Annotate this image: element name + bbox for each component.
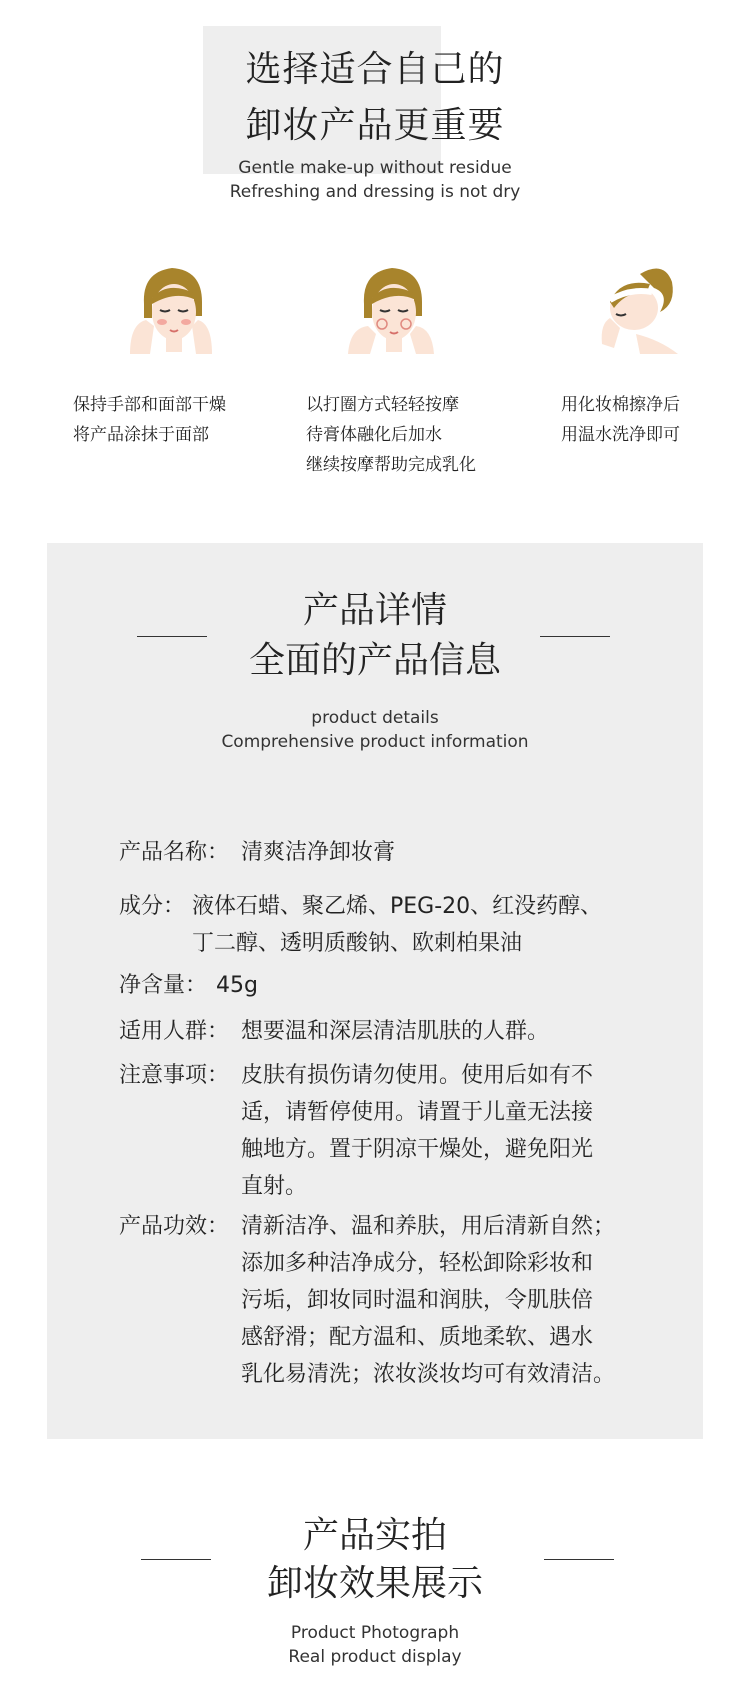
info-label-net: 净含量： (119, 973, 208, 998)
photo-title (0, 1512, 750, 1608)
step-text-line: 待膏体融化后加水 (306, 425, 442, 445)
info-value-line: 适，请暂停使用。请置于儿童无法接 (241, 1100, 594, 1125)
photo-subtitle-line: Real product display (288, 1647, 462, 1667)
info-value-line: 想要温和深层清洁肌肤的人群。 (241, 1019, 550, 1044)
info-value-line: 清新洁净、温和养肤，用后清新自然； (241, 1214, 616, 1239)
intro-title-line: 卸妆产品更重要 (245, 105, 505, 146)
step-3-text (561, 390, 680, 450)
intro-subtitle-line: Gentle make-up without residue (238, 158, 512, 178)
info-value-name (241, 834, 395, 871)
info-label-name: 产品名称： (119, 840, 230, 865)
step-text-line: 继续按摩帮助完成乳化 (306, 455, 476, 475)
step-text-line: 保持手部和面部干燥 (73, 395, 226, 415)
step-text-line: 以打圈方式轻轻按摩 (306, 395, 459, 415)
info-value-line: 触地方。置于阴凉干燥处，避免阳光 (241, 1137, 594, 1162)
info-value-efficacy (241, 1208, 615, 1393)
photo-subtitle-line: Product Photograph (290, 1623, 460, 1643)
intro-subtitle-line: Refreshing and dressing is not dry (229, 182, 521, 202)
info-value-line: 液体石蜡、聚乙烯、PEG-20、红没药醇、 (192, 894, 603, 919)
info-value-line: 乳化易清洗；浓妆淡妆均可有效清洁。 (241, 1362, 616, 1387)
photo-title-line: 产品实拍 (302, 1515, 447, 1556)
intro-subtitle (0, 156, 750, 204)
info-value-ingredients (192, 888, 602, 962)
info-label-ingredients: 成分： (119, 894, 186, 919)
face-apply-icon (116, 254, 226, 364)
step-text-line: 用化妆棉擦净后 (561, 395, 680, 415)
info-value-line: 直射。 (241, 1174, 308, 1199)
info-value-line: 感舒滑；配方温和、质地柔软、遇水 (241, 1325, 594, 1350)
details-subtitle (0, 706, 750, 754)
photo-title-line: 卸妆效果展示 (266, 1563, 483, 1604)
details-subtitle-line: product details (311, 708, 439, 728)
info-label-precautions: 注意事项： (119, 1063, 230, 1088)
info-value-users (241, 1013, 549, 1050)
photo-subtitle (0, 1621, 750, 1669)
details-title-line: 产品详情 (302, 590, 447, 631)
step-text-line: 用温水洗净即可 (561, 425, 680, 445)
info-value-line: 污垢，卸妆同时温和润肤，令肌肤倍 (241, 1288, 594, 1313)
info-value-line: 添加多种洁净成分，轻松卸除彩妆和 (241, 1251, 594, 1276)
face-rinse-icon (580, 254, 690, 364)
face-massage-icon (336, 254, 446, 364)
info-value-line: 45g (216, 973, 258, 998)
info-value-line: 皮肤有损伤请勿使用。使用后如有不 (241, 1063, 594, 1088)
step-text-line: 将产品涂抹于面部 (73, 425, 209, 445)
info-value-line: 清爽洁净卸妆膏 (241, 840, 396, 865)
step-1-text (73, 390, 226, 450)
info-label-efficacy: 产品功效： (119, 1214, 230, 1239)
intro-title (0, 42, 750, 154)
intro-title-line: 选择适合自己的 (245, 49, 505, 90)
info-value-line: 丁二醇、透明质酸钠、欧刺柏果油 (192, 931, 523, 956)
details-title (0, 586, 750, 686)
info-label-users: 适用人群： (119, 1019, 230, 1044)
details-subtitle-line: Comprehensive product information (221, 732, 529, 752)
info-value-precautions (241, 1057, 593, 1205)
info-value-net (216, 967, 258, 1004)
step-2-text (306, 390, 476, 480)
details-title-line: 全面的产品信息 (248, 640, 501, 681)
